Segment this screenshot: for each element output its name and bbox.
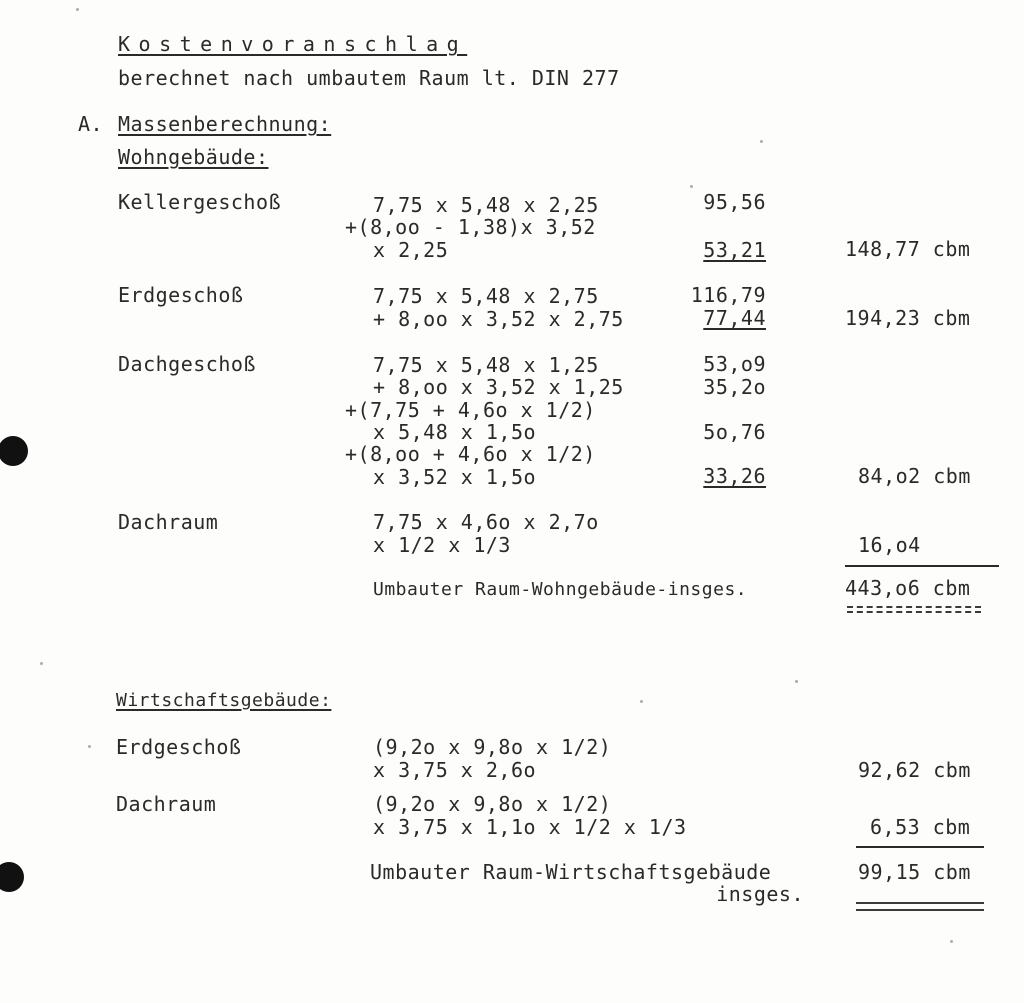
dach-value-4: 33,26 [703, 464, 766, 488]
dachraum-total: 16,o4 [858, 533, 921, 557]
keller-value-1: 95,56 [703, 190, 766, 214]
w-erd-calc-2: x 3,75 x 2,6o [373, 758, 537, 782]
w-dachraum-label: Dachraum [116, 792, 217, 816]
dach-value-3: 5o,76 [703, 420, 766, 444]
keller-total: 148,77 cbm [845, 237, 971, 261]
w-sum-double-rule [856, 902, 984, 911]
erd-label: Erdgeschoß [118, 283, 244, 307]
keller-calc-1: 7,75 x 5,48 x 2,25 [373, 193, 599, 217]
dachraum-label: Dachraum [118, 510, 219, 534]
section-a-heading: Massenberechnung: [118, 112, 332, 136]
wohngebaeude-sum-double-rule-2 [847, 611, 981, 613]
scan-speck [760, 140, 763, 143]
section-a-label: A. [78, 112, 104, 136]
dachraum-calc-1: 7,75 x 4,6o x 2,7o [373, 510, 599, 534]
erd-value-2: 77,44 [703, 306, 766, 330]
dach-calc-3: +(7,75 + 4,6o x 1/2) [345, 398, 596, 422]
erd-calc-1: 7,75 x 5,48 x 2,75 [373, 284, 599, 308]
punch-hole-top [0, 436, 28, 466]
w-dachraum-calc-1: (9,2o x 9,8o x 1/2) [373, 792, 612, 816]
wohngebaeude-heading: Wohngebäude: [118, 145, 269, 169]
w-erd-calc-1: (9,2o x 9,8o x 1/2) [373, 735, 612, 759]
w-subtotal-rule [856, 846, 984, 848]
document-subtitle: berechnet nach umbautem Raum lt. DIN 277 [118, 66, 620, 90]
dach-calc-1: 7,75 x 5,48 x 1,25 [373, 353, 599, 377]
dach-calc-6: x 3,52 x 1,5o [373, 465, 537, 489]
dach-calc-2: + 8,oo x 3,52 x 1,25 [373, 375, 624, 399]
dach-label: Dachgeschoß [118, 352, 256, 376]
punch-hole-bottom [0, 862, 24, 892]
w-sum-label-2: insges. [716, 882, 804, 906]
erd-value-1: 116,79 [690, 283, 766, 307]
dach-total: 84,o2 cbm [858, 464, 971, 488]
w-erd-label: Erdgeschoß [116, 735, 242, 759]
keller-calc-2: +(8,oo - 1,38)x 3,52 [345, 215, 596, 239]
erd-total: 194,23 cbm [845, 306, 971, 330]
w-sum-label-1: Umbauter Raum-Wirtschaftsgebäude [370, 860, 772, 884]
w-dachraum-total: 6,53 cbm [870, 815, 971, 839]
w-sum-value: 99,15 cbm [858, 860, 971, 884]
scan-speck [76, 8, 79, 11]
keller-label: Kellergeschoß [118, 190, 282, 214]
erd-calc-2: + 8,oo x 3,52 x 2,75 [373, 307, 624, 331]
document-title: Kostenvoranschlag [118, 32, 468, 56]
wohngebaeude-sum-value: 443,o6 cbm [845, 576, 971, 600]
keller-value-2: 53,21 [703, 238, 766, 262]
scan-speck [950, 940, 953, 943]
keller-calc-3: x 2,25 [373, 238, 449, 262]
scan-speck [640, 700, 643, 703]
wirtschaftsgebaeude-heading: Wirtschaftsgebäude: [116, 690, 332, 711]
w-dachraum-calc-2: x 3,75 x 1,1o x 1/2 x 1/3 [373, 815, 687, 839]
scan-speck [795, 680, 798, 683]
scan-speck [40, 662, 43, 665]
scan-speck [690, 185, 693, 188]
wohngebaeude-sum-double-rule [847, 606, 981, 608]
dach-value-1: 53,o9 [703, 352, 766, 376]
dach-calc-5: +(8,oo + 4,6o x 1/2) [345, 442, 596, 466]
subtotal-rule [845, 565, 999, 567]
dachraum-calc-2: x 1/2 x 1/3 [373, 533, 511, 557]
wohngebaeude-sum-label: Umbauter Raum-Wohngebäude-insges. [373, 579, 748, 600]
w-erd-total: 92,62 cbm [858, 758, 971, 782]
dach-calc-4: x 5,48 x 1,5o [373, 420, 537, 444]
scan-speck [88, 745, 91, 748]
dach-value-2: 35,2o [703, 375, 766, 399]
